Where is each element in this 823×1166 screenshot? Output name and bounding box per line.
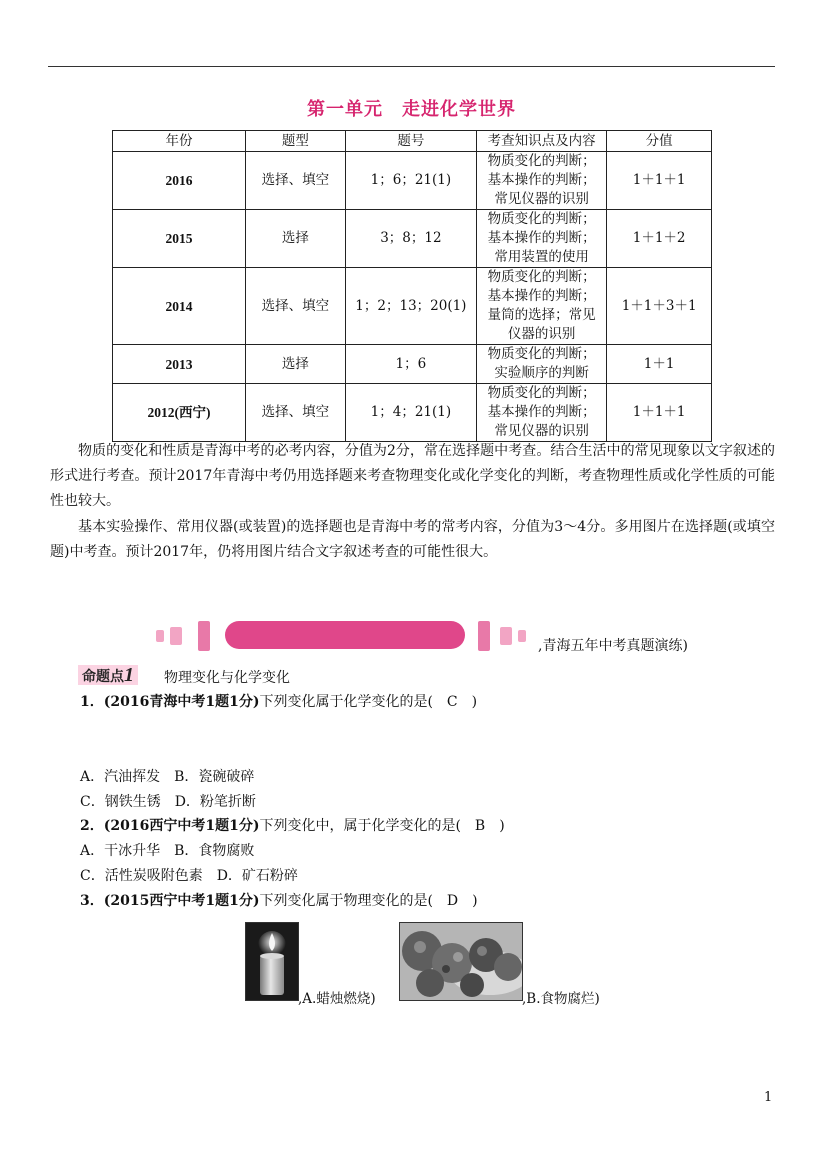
header-number: 题号	[345, 131, 476, 152]
knowledge-line: 物质变化的判断；	[487, 346, 596, 362]
banner-square-icon	[478, 621, 490, 651]
page-number: 1	[764, 1090, 773, 1105]
knowledge-line: 基本操作的判断；	[487, 404, 596, 420]
table-row	[113, 210, 712, 268]
header-type: 题型	[246, 131, 346, 152]
question-source: (2016西宁中考1题1分)	[103, 818, 260, 834]
cell-year: 2016	[113, 152, 246, 210]
knowledge-line: 物质变化的判断；	[487, 153, 596, 169]
cell-type: 选择、填空	[246, 384, 346, 442]
image-caption: ,B.食物腐烂)	[522, 991, 600, 1007]
knowledge-line: 常用装置的使用	[494, 249, 589, 265]
rotten-food-photo	[399, 922, 523, 1001]
knowledge-line: 量筒的选择；常见	[487, 307, 596, 323]
cell-year: 2015	[113, 210, 246, 268]
banner-square-icon	[500, 627, 512, 645]
question-2	[80, 817, 505, 835]
cell-type: 选择	[246, 210, 346, 268]
knowledge-line: 常见仪器的识别	[494, 191, 589, 207]
cell-knowledge	[477, 345, 607, 384]
table-header-row	[113, 131, 712, 152]
header-score: 分值	[607, 131, 712, 152]
knowledge-line: 物质变化的判断；	[487, 211, 596, 227]
cell-score: 1＋1＋3＋1	[607, 268, 712, 345]
cell-year: 2012(西宁)	[113, 384, 246, 442]
question-option-line: A．干冰升华 B．食物腐败	[80, 843, 255, 859]
knowledge-line: 基本操作的判断；	[487, 230, 596, 246]
table-row	[113, 345, 712, 384]
cell-knowledge	[477, 384, 607, 442]
cell-score: 1＋1	[607, 345, 712, 384]
cell-number: 1；6	[345, 345, 476, 384]
topic-label-text: 命题点	[82, 669, 124, 685]
table-row	[113, 384, 712, 442]
header-year: 年份	[113, 131, 246, 152]
banner-pill	[225, 621, 465, 649]
image-caption: ,A.蜡烛燃烧)	[298, 991, 376, 1007]
topic-label	[78, 665, 138, 685]
knowledge-line: 基本操作的判断；	[487, 172, 596, 188]
question-3	[80, 892, 478, 910]
knowledge-line: 常见仪器的识别	[494, 423, 589, 439]
cell-year: 2014	[113, 268, 246, 345]
question-number: 3．	[80, 893, 104, 909]
knowledge-line: 基本操作的判断；	[487, 288, 596, 304]
question-number: 1．	[80, 694, 104, 710]
analysis-paragraph: 物质的变化和性质是青海中考的必考内容，分值为2分，常在选择题中考查。结合生活中的常见现象以文字叙述的形式进行考查。预计2017年青海中考仍用选择题来考查物理变化或化学变化的判断，考查物理性质或化学性质的可能性也较大。	[50, 443, 775, 509]
question-number: 2．	[80, 818, 104, 834]
rotten-fruit-icon	[400, 923, 522, 1000]
banner-square-icon	[170, 627, 182, 645]
table-row	[113, 152, 712, 210]
knowledge-line: 实验顺序的判断	[494, 365, 589, 381]
question-source: (2015西宁中考1题1分)	[103, 893, 260, 909]
cell-number: 1；2；13；20(1)	[345, 268, 476, 345]
topic-number: 1	[124, 664, 134, 686]
cell-type: 选择、填空	[246, 268, 346, 345]
cell-number: 1；6；21(1)	[345, 152, 476, 210]
cell-knowledge	[477, 152, 607, 210]
banner-square-icon	[198, 621, 210, 651]
question-source: (2016青海中考1题1分)	[103, 694, 260, 710]
question-stem: 下列变化属于化学变化的是( C )	[259, 694, 478, 710]
header-rule	[48, 66, 775, 67]
header-knowledge: 考查知识点及内容	[477, 131, 607, 152]
question-1	[80, 693, 477, 711]
cell-score: 1＋1＋1	[607, 152, 712, 210]
banner-square-icon	[156, 630, 164, 642]
question-option-line: C．钢铁生锈 D．粉笔折断	[80, 794, 256, 810]
candle-icon	[246, 923, 298, 1000]
cell-number: 3；8；12	[345, 210, 476, 268]
cell-score: 1＋1＋2	[607, 210, 712, 268]
cell-type: 选择、填空	[246, 152, 346, 210]
topic-title: 物理变化与化学变化	[164, 670, 290, 686]
question-stem: 下列变化属于物理变化的是( D )	[259, 893, 478, 909]
knowledge-line: 物质变化的判断；	[487, 385, 596, 401]
analysis-paragraph: 基本实验操作、常用仪器(或装置)的选择题也是青海中考的常考内容，分值为3～4分。多用图片在选择题(或填空题)中考查。预计2017年，仍将用图片结合文字叙述考查的可能性很大。	[50, 519, 775, 560]
cell-knowledge	[477, 210, 607, 268]
page-title: 第一单元 走进化学世界	[307, 99, 516, 120]
knowledge-line: 物质变化的判断；	[487, 269, 596, 285]
banner-square-icon	[518, 630, 526, 642]
banner-caption: ,青海五年中考真题演练)	[538, 638, 688, 654]
question-option-line: A．汽油挥发 B．瓷碗破碎	[80, 769, 255, 785]
cell-number: 1；4；21(1)	[345, 384, 476, 442]
knowledge-line: 仪器的识别	[507, 326, 576, 342]
candle-photo	[245, 922, 299, 1001]
exam-table	[112, 130, 712, 442]
question-stem: 下列变化中，属于化学变化的是( B )	[259, 818, 505, 834]
table-row	[113, 268, 712, 345]
section-banner	[150, 618, 750, 654]
cell-year: 2013	[113, 345, 246, 384]
cell-type: 选择	[246, 345, 346, 384]
cell-score: 1＋1＋1	[607, 384, 712, 442]
cell-knowledge	[477, 268, 607, 345]
question-option-line: C．活性炭吸附色素 D．矿石粉碎	[80, 868, 298, 884]
